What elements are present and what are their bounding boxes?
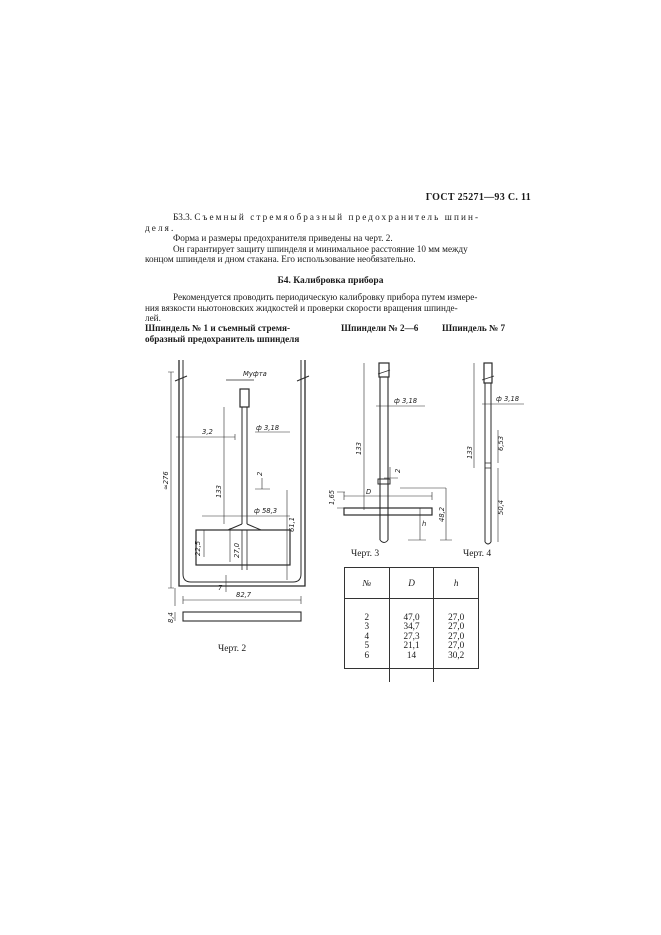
spindle-7-heading: Шпиндель № 7 <box>442 323 506 333</box>
fig3-dim-h: h <box>422 520 427 528</box>
fig2-muft-label: Муфта <box>243 370 267 378</box>
table-cell: 27,0 <box>448 611 465 622</box>
b3-title-end: деля. <box>145 222 176 233</box>
table-cell: 21,1 <box>389 641 434 651</box>
table-cell: 47,0 <box>389 613 434 623</box>
table-cell: 27,3 <box>389 632 434 642</box>
b3-line-3: концом шпинделя и дном стакана. Его использование необязательно. <box>145 254 416 265</box>
table-header-D: D <box>389 568 434 599</box>
fig2-dim-270: 27,0 <box>233 542 241 558</box>
table-cell: 27,0 <box>448 630 465 641</box>
table-spacer-row <box>345 660 478 682</box>
fig2-dim-225: 22,5 <box>194 540 202 556</box>
table-header-row <box>345 568 478 599</box>
b4-line-2: ния вязкости ньютоновских жидкостей и проверки скорости вращения шпинде- <box>145 302 458 313</box>
table-header-number: № <box>345 568 389 599</box>
fig2-dim-827: 82,7 <box>236 591 252 599</box>
caption-fig-2: Черт. 2 <box>218 643 247 654</box>
table-cell: 3 <box>345 622 389 632</box>
table-cell: 27,0 <box>448 640 465 650</box>
table-cell: 5 <box>345 641 389 651</box>
caption-fig-3: Черт. 3 <box>351 548 380 559</box>
table-cell: 2 <box>345 613 389 623</box>
dimension-table <box>345 568 478 682</box>
figure-2-drawing <box>168 360 309 621</box>
table-cell: 27,0 <box>448 621 465 631</box>
table-header-h: h <box>434 568 478 599</box>
table-spacer-row <box>345 599 478 613</box>
fig3-diameter-318: ф 3,18 <box>394 397 418 405</box>
fig4-dim-653: 6,53 <box>497 435 505 451</box>
fig2-diameter-318: ф 3,18 <box>256 424 280 432</box>
fig2-dim-133: 133 <box>215 485 223 498</box>
b3-title: Съемный стремяобразный предохранитель шпин- <box>194 212 481 222</box>
page-header: ГОСТ 25271—93 С. 11 <box>425 192 531 203</box>
spindle-1-heading-line-2: образный предохранитель шпинделя <box>145 334 300 344</box>
table-cell: 14 <box>389 651 434 661</box>
fig2-diameter-583: ф 58,3 <box>254 507 278 515</box>
spindle-1-heading-line-1: Шпиндель № 1 и съемный стремя- <box>145 323 291 333</box>
table-cell: 34,7 <box>389 622 434 632</box>
figure-4-drawing <box>474 363 524 544</box>
b3-line-2: Он гарантирует защиту шпинделя и минимальное расстояние 10 мм между <box>173 243 468 254</box>
table-cell: 6 <box>345 651 389 661</box>
b3-line-1: Форма и размеры предохранителя приведены на черт. 2. <box>173 233 393 244</box>
fig3-dim-2: 2 <box>394 468 402 473</box>
section-b4-title: Б4. Калибровка прибора <box>277 276 384 286</box>
fig4-dim-133: 133 <box>466 446 474 459</box>
table-cell: 4 <box>345 632 389 642</box>
table-cell: 30,2 <box>448 649 465 660</box>
fig2-dim-7: 7 <box>218 584 223 592</box>
fig3-dim-482: 48,2 <box>438 506 446 522</box>
fig2-dim-276: ≈276 <box>162 471 170 490</box>
fig2-dim-2: 2 <box>256 471 264 476</box>
fig3-dim-133: 133 <box>355 442 363 455</box>
fig4-dim-504: 50,4 <box>497 499 505 515</box>
fig2-dim-611: 61,1 <box>288 516 296 532</box>
fig3-dim-D: D <box>366 488 372 496</box>
spindle-2-6-heading: Шпиндели № 2—6 <box>341 323 419 333</box>
fig3-dim-165: 1,65 <box>328 489 336 505</box>
fig4-diameter-318: ф 3,18 <box>496 395 520 403</box>
dimension-table-frame <box>344 567 479 669</box>
b4-line-3: лей. <box>145 313 161 324</box>
fig2-dim-32: 3,2 <box>202 428 213 436</box>
fig2-dim-84: 8,4 <box>167 612 175 623</box>
b4-line-1: Рекомендуется проводить периодическую калибровку прибора путем измере- <box>173 292 478 302</box>
b3-number: Б3.3. <box>173 212 193 222</box>
caption-fig-4: Черт. 4 <box>463 548 492 559</box>
table-row <box>345 651 478 661</box>
